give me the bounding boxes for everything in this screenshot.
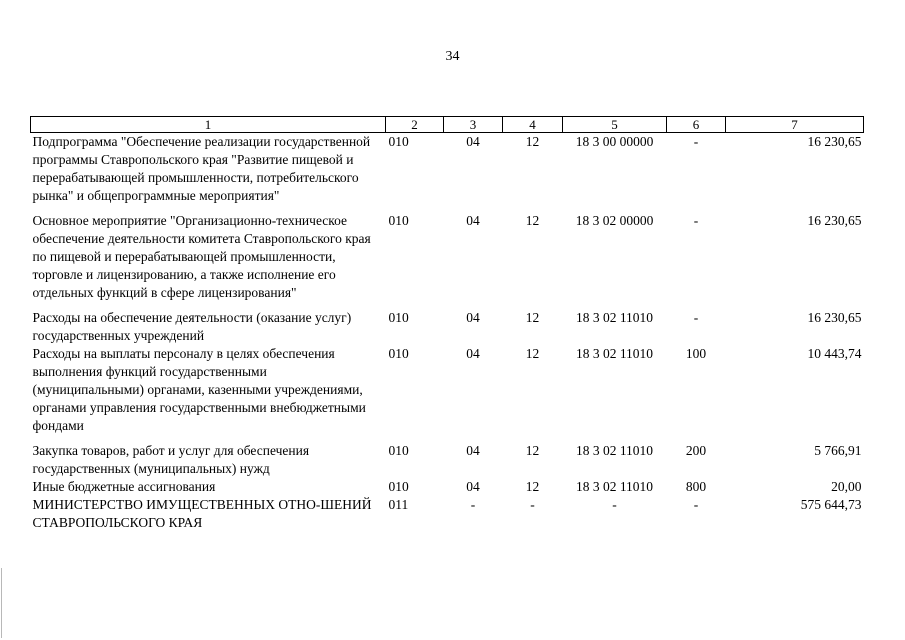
row-col-4: 12 (525, 134, 540, 149)
row-col-7: 16 230,65 (807, 213, 862, 228)
row-col-7: 10 443,74 (807, 346, 862, 361)
row-col-5: - (612, 497, 617, 512)
table-row (31, 309, 864, 345)
row-col-4: 12 (525, 479, 540, 494)
row-col-3: - (470, 497, 476, 512)
header-col-6: 6 (667, 117, 726, 133)
row-col-5: 18 3 02 11010 (575, 443, 654, 458)
row-col-4: 12 (525, 443, 540, 458)
row-col-7: 5 766,91 (814, 443, 862, 458)
row-col-5: 18 3 02 11010 (575, 346, 654, 361)
row-col-3: 04 (466, 479, 480, 494)
row-col-3: 04 (466, 346, 480, 361)
header-row (31, 117, 864, 133)
row-col-7: 16 230,65 (807, 310, 862, 325)
row-col-5: 18 3 02 00000 (575, 213, 654, 228)
header-col-7: 7 (726, 117, 864, 133)
row-name: Подпрограмма "Обеспечение реализации государственной программы Ставропольского края "Развитие пищевой и перерабатывающей промышленности, потребительского рынка" и общепрограммные мероприятия" (32, 134, 371, 203)
budget-table (30, 116, 864, 532)
header-col-4: 4 (503, 117, 563, 133)
row-name: Расходы на выплаты персоналу в целях обеспечения выполнения функций государственными (муниципальными) органами, казенными учреждениями, органами управления государственными внебюджетными фондами (32, 346, 366, 433)
table-row (31, 133, 864, 213)
table-row (31, 345, 864, 442)
row-col-2: 010 (388, 443, 409, 458)
table-body (31, 133, 864, 533)
row-col-7: 16 230,65 (807, 134, 862, 149)
table-row (31, 212, 864, 309)
row-col-6: 100 (685, 346, 707, 361)
row-col-6: - (693, 213, 699, 228)
row-col-6: 200 (685, 443, 707, 458)
header-col-2: 2 (386, 117, 444, 133)
row-col-7: 20,00 (831, 479, 862, 494)
table-row (31, 442, 864, 478)
row-col-5: 18 3 02 11010 (575, 310, 654, 325)
row-col-3: 04 (466, 443, 480, 458)
page-number: 34 (445, 49, 460, 64)
header-col-5: 5 (563, 117, 667, 133)
row-col-2: 010 (388, 479, 409, 494)
row-col-4: 12 (525, 346, 540, 361)
row-col-3: 04 (466, 213, 480, 228)
row-name: Закупка товаров, работ и услуг для обеспечения государственных (муниципальных) нужд (32, 443, 310, 476)
row-col-4: 12 (525, 310, 540, 325)
row-col-2: 011 (388, 497, 409, 512)
table-row (31, 496, 864, 532)
row-name: Расходы на обеспечение деятельности (оказание услуг) государственных учреждений (32, 310, 352, 343)
scan-edge-mark (1, 568, 2, 638)
row-col-2: 010 (388, 213, 409, 228)
row-col-3: 04 (466, 134, 480, 149)
row-col-5: 18 3 02 11010 (575, 479, 654, 494)
row-col-6: 800 (685, 479, 707, 494)
row-col-7: 575 644,73 (800, 497, 862, 512)
row-col-6: - (693, 134, 699, 149)
row-col-5: 18 3 00 00000 (575, 134, 654, 149)
row-name: Основное мероприятие "Организационно-техническое обеспечение деятельности комитета Ставропольского края по пищевой и перерабатывающей промышленности, торговле и лицензированию, а также исполнение его отдельных функций в сфере лицензирования" (32, 213, 371, 300)
row-col-2: 010 (388, 134, 409, 149)
header-col-1: 1 (31, 117, 386, 133)
row-name: Иные бюджетные ассигнования (32, 479, 216, 494)
row-col-6: - (693, 497, 699, 512)
row-name: МИНИСТЕРСТВО ИМУЩЕСТВЕННЫХ ОТНО-ШЕНИЙ СТАВРОПОЛЬСКОГО КРАЯ (32, 497, 372, 530)
header-col-3: 3 (444, 117, 503, 133)
row-col-2: 010 (388, 346, 409, 361)
table-header (31, 117, 864, 133)
row-col-2: 010 (388, 310, 409, 325)
row-col-4: - (530, 497, 535, 512)
row-col-4: 12 (525, 213, 540, 228)
row-col-3: 04 (466, 310, 480, 325)
row-col-6: - (693, 310, 699, 325)
table-row (31, 478, 864, 496)
